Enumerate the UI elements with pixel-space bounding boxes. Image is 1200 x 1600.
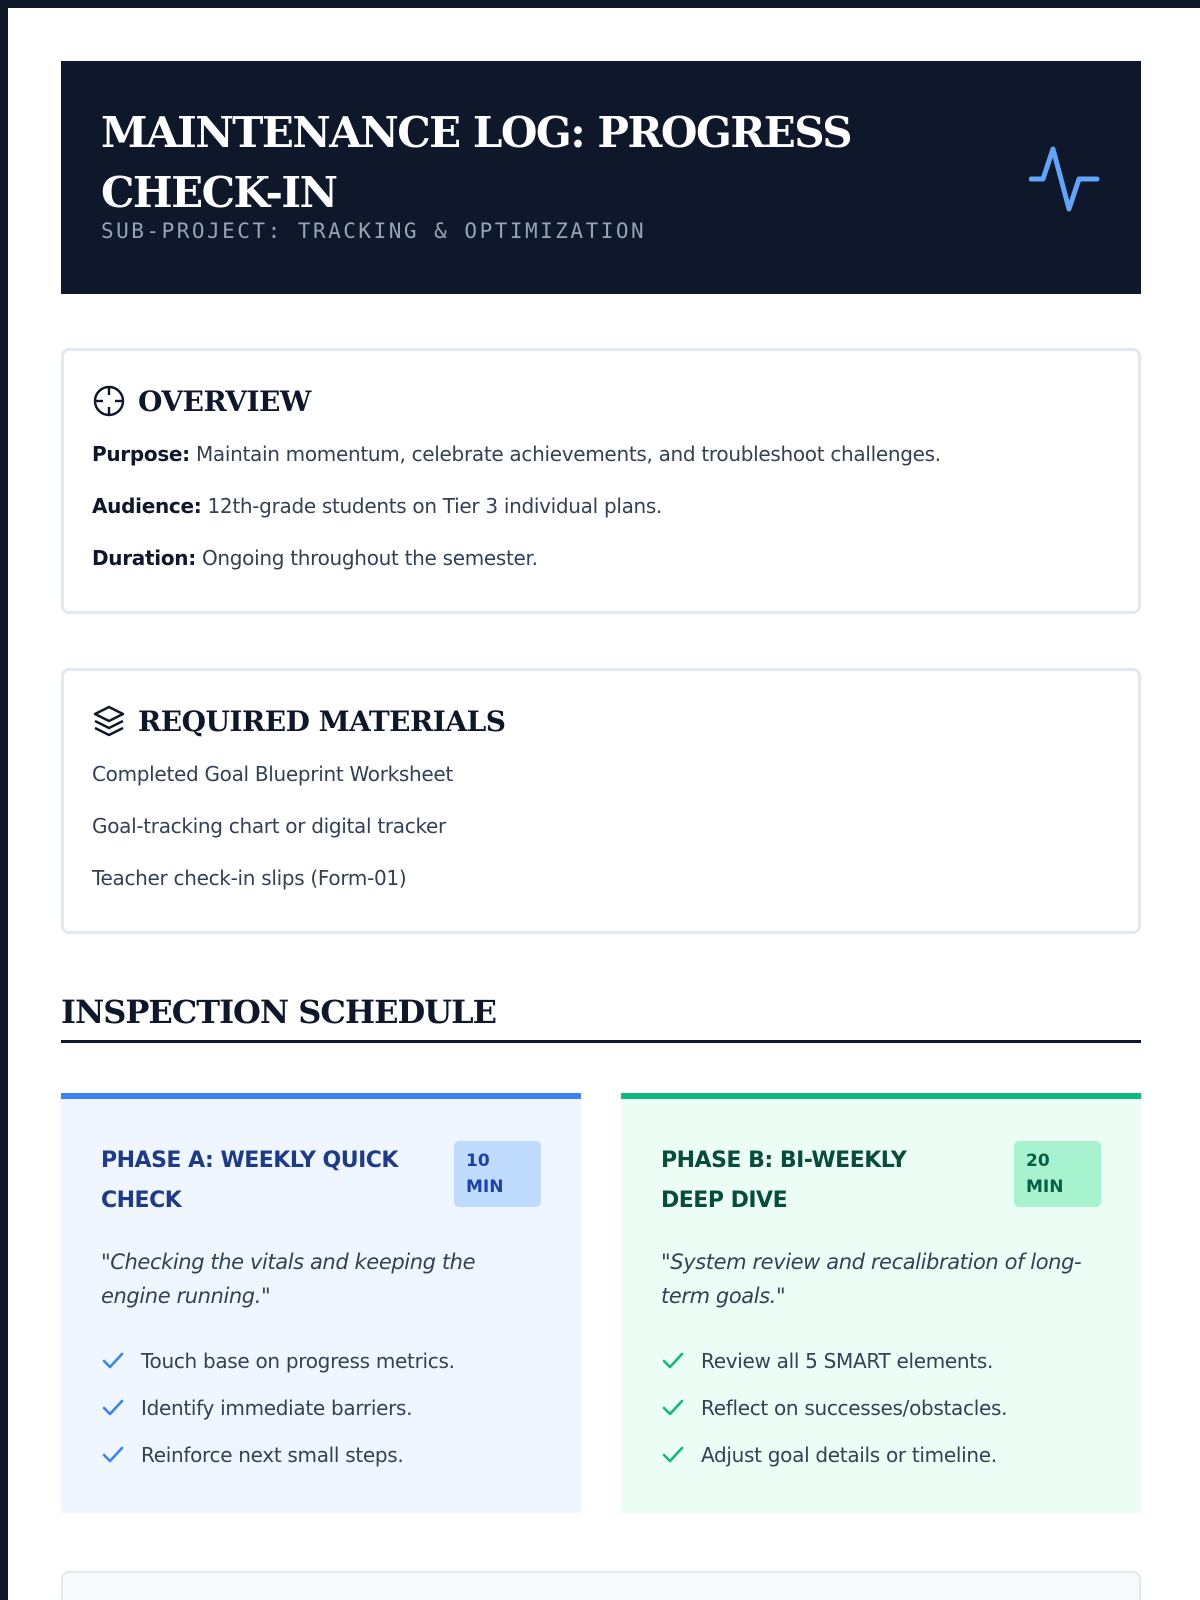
overview-card bbox=[61, 348, 1141, 614]
layers-icon bbox=[92, 704, 126, 738]
page-subtitle: SUB-PROJECT: TRACKING & OPTIMIZATION bbox=[101, 219, 647, 243]
inspection-schedule-heading bbox=[61, 993, 1141, 1043]
materials-heading bbox=[92, 701, 1110, 741]
overview-purpose-label: Purpose: bbox=[92, 442, 190, 466]
overview-duration-label: Duration: bbox=[92, 546, 196, 570]
list-item bbox=[661, 1337, 1101, 1384]
page-title: MAINTENANCE LOG: PROGRESS CHECK-IN bbox=[101, 108, 852, 217]
list-item-text: Reflect on successes/obstacles. bbox=[701, 1395, 1008, 1420]
phase-a-card bbox=[61, 1093, 581, 1513]
phase-b-duration-unit: MIN bbox=[1026, 1177, 1064, 1197]
phase-b-duration-badge bbox=[1014, 1141, 1101, 1207]
materials-card bbox=[61, 668, 1141, 934]
next-section-card bbox=[61, 1571, 1141, 1600]
check-icon bbox=[101, 1349, 125, 1373]
check-icon bbox=[661, 1396, 685, 1420]
list-item bbox=[661, 1431, 1101, 1478]
overview-duration-text: Ongoing throughout the semester. bbox=[201, 546, 538, 570]
phase-a-checklist bbox=[101, 1337, 541, 1478]
phase-b-checklist bbox=[661, 1337, 1101, 1478]
material-item: Teacher check-in slips (Form-01) bbox=[92, 866, 407, 890]
overview-title: OVERVIEW bbox=[138, 384, 311, 418]
overview-purpose bbox=[92, 439, 1110, 469]
phase-a-duration-badge bbox=[454, 1141, 541, 1207]
phase-a-duration-unit: MIN bbox=[466, 1177, 504, 1197]
check-icon bbox=[661, 1443, 685, 1467]
material-item: Completed Goal Blueprint Worksheet bbox=[92, 762, 453, 786]
inspection-schedule-title: INSPECTION SCHEDULE bbox=[61, 993, 497, 1031]
overview-audience-text: 12th-grade students on Tier 3 individual plans. bbox=[207, 494, 663, 518]
list-item-text: Touch base on progress metrics. bbox=[141, 1348, 455, 1373]
phase-a-quote: "Checking the vitals and keeping the engine running." bbox=[101, 1250, 476, 1308]
overview-heading bbox=[92, 381, 1110, 421]
phase-b-quote: "System review and recalibration of long-term goals." bbox=[661, 1250, 1082, 1308]
check-icon bbox=[661, 1349, 685, 1373]
phase-a-duration-number: 10 bbox=[466, 1151, 490, 1171]
list-item bbox=[101, 1337, 541, 1384]
list-item bbox=[101, 1431, 541, 1478]
phase-a-title: PHASE A: WEEKLY QUICK CHECK bbox=[101, 1148, 398, 1213]
page-header bbox=[61, 61, 1141, 294]
check-icon bbox=[101, 1396, 125, 1420]
list-item-text: Adjust goal details or timeline. bbox=[701, 1442, 997, 1467]
phase-b-card bbox=[621, 1093, 1141, 1513]
overview-audience-label: Audience: bbox=[92, 494, 202, 518]
phase-b-title: PHASE B: BI-WEEKLY DEEP DIVE bbox=[661, 1148, 907, 1213]
list-item bbox=[101, 1384, 541, 1431]
phase-b-duration-number: 20 bbox=[1026, 1151, 1050, 1171]
material-item: Goal-tracking chart or digital tracker bbox=[92, 814, 446, 838]
materials-title: REQUIRED MATERIALS bbox=[138, 704, 506, 738]
activity-pulse-icon bbox=[1029, 143, 1101, 215]
crosshair-icon bbox=[92, 384, 126, 418]
page bbox=[8, 8, 1200, 1600]
overview-duration bbox=[92, 543, 1110, 573]
overview-purpose-text: Maintain momentum, celebrate achievements, and troubleshoot challenges. bbox=[195, 442, 941, 466]
list-item-text: Reinforce next small steps. bbox=[141, 1442, 404, 1467]
list-item bbox=[661, 1384, 1101, 1431]
list-item-text: Review all 5 SMART elements. bbox=[701, 1348, 994, 1373]
overview-audience bbox=[92, 491, 1110, 521]
check-icon bbox=[101, 1443, 125, 1467]
list-item-text: Identify immediate barriers. bbox=[141, 1395, 413, 1420]
